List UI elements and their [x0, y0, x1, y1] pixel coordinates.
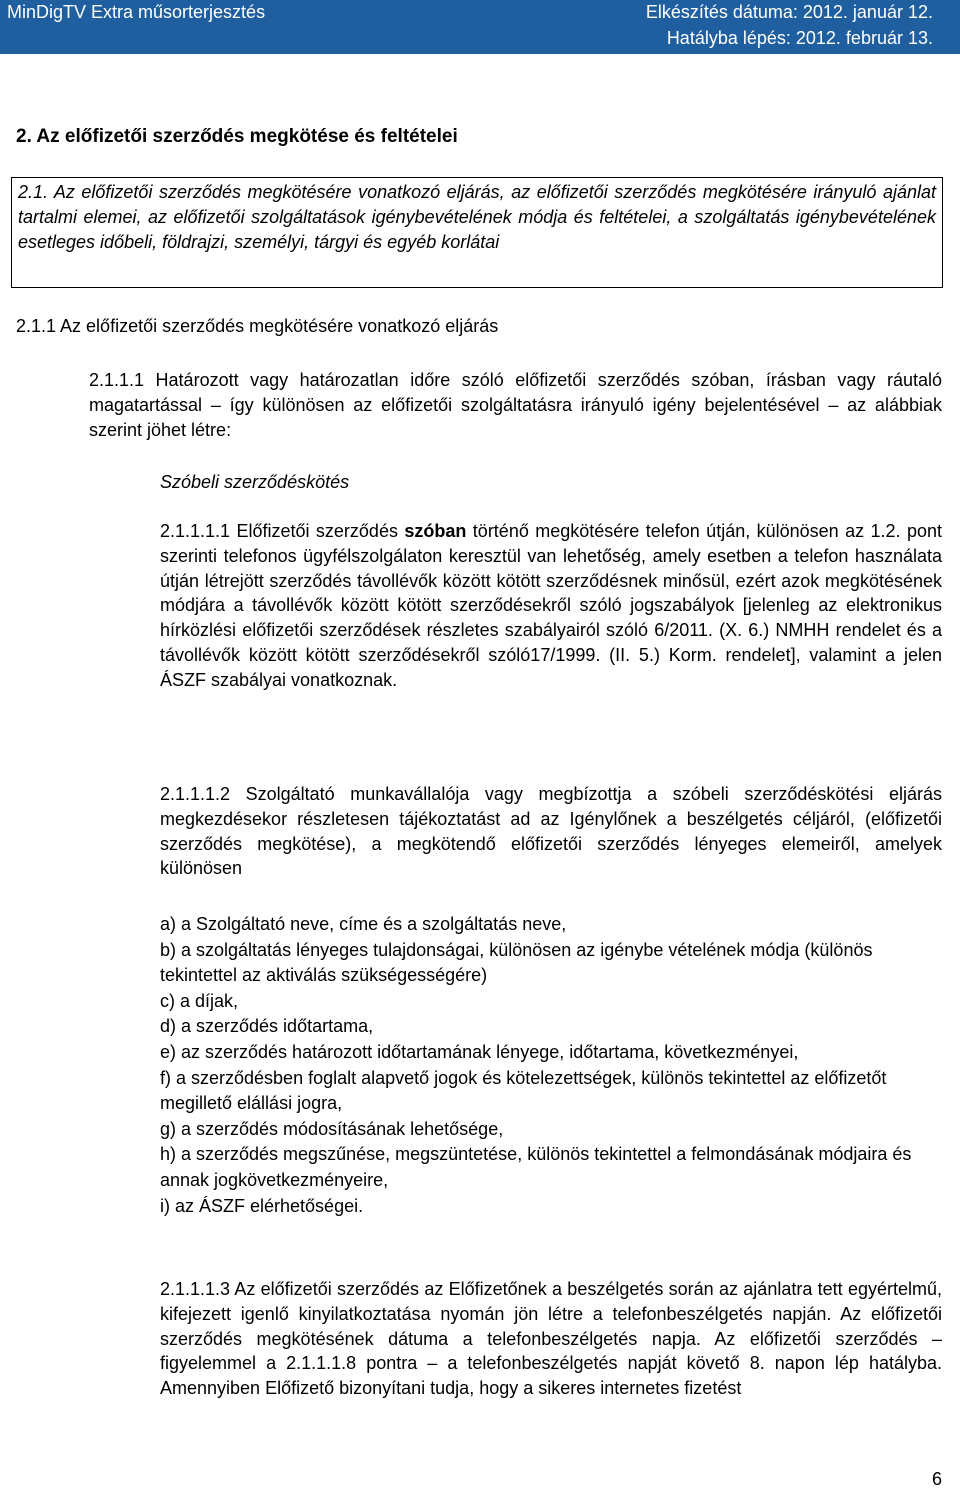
list-item: c) a díjak,: [160, 990, 239, 1011]
paragraph-text: 2.1.1.1.1 Előfizetői szerződés: [160, 521, 405, 541]
header-title: MinDigTV Extra műsorterjesztés: [7, 2, 266, 22]
paragraph-text: történő megkötésére telefon útján, különösen az 1.2. pont szerinti telefonos ügyfélszolgálaton keresztül van lehetőség, amely esetben a telefon használata útján létrejött szerződés távollévők között kötött szerződésnek minősül, ezért azok megkötésének módjára a távollévők között kötött szerződésekről szóló jogszabályok [jelenleg az elektronikus hírközlési előfizetői szerződések részletes szabályairól szóló 6/2011. (X. 6.) NMHH rendelet és a távollévők között kötött szerződésekről szóló17/1999. (II. 5.) Korm. rendelet], valamint a jelen ÁSZF szabályai vonatkoznak.: [160, 521, 942, 690]
italic-heading: Szóbeli szerződéskötés: [160, 472, 350, 492]
header-created-date: Elkészítés dátuma: 2012. január 12.: [645, 2, 933, 22]
list-item: d) a szerződés időtartama,: [160, 1016, 374, 1037]
list-item: i) az ÁSZF elérhetőségei.: [160, 1195, 364, 1216]
contract-elements-list: [160, 912, 942, 1219]
bold-word: szóban: [404, 521, 467, 541]
paragraph-2-1-1-1-1: [160, 519, 942, 693]
paragraph-2-1-1-1: 2.1.1.1 Határozott vagy határozatlan időre szóló előfizetői szerződés szóban, írásban vagy ráutaló magatartással – így különösen az előfizetői szolgáltatásra irányuló igény bejelentésével – az alábbiak szerint jöhet létre:: [89, 370, 942, 440]
list-item: h) a szerződés megszűnése, megszüntetése, különös tekintettel a felmondásának módjaira és annak jogkövetkezményeire,: [160, 1144, 912, 1190]
boxed-heading: [11, 177, 943, 288]
list-item: f) a szerződésben foglalt alapvető jogok és kötelezettségek, különös tekintettel az előfizetőt megillető elállási jogra,: [160, 1067, 887, 1114]
subsection-title: 2.1.1 Az előfizetői szerződés megkötésére vonatkozó eljárás: [16, 316, 499, 336]
list-item: e) az szerződés határozott időtartamának lényege, időtartama, következményei,: [160, 1041, 799, 1062]
list-item: a) a Szolgáltató neve, címe és a szolgáltatás neve,: [160, 914, 567, 934]
page-number: 6: [931, 1469, 942, 1489]
list-item: b) a szolgáltatás lényeges tulajdonságai, különösen az igénybe vételének módja (különös tekintettel az aktiválás szükségességére): [160, 939, 873, 986]
header-effective-date: Hatályba lépés: 2012. február 13.: [666, 28, 933, 48]
section-title: 2. Az előfizetői szerződés megkötése és feltételei: [16, 126, 458, 147]
paragraph-2-1-1-1-2: 2.1.1.1.2 Szolgáltató munkavállalója vagy megbízottja a szóbeli szerződéskötési eljárás megkezdésekor részletesen tájékoztatást ad az Igénylőnek a beszélgetés céljáról, (előfizetői szerződés megkötése), a megkötendő előfizetői szerződés lényeges elemeiről, amelyek különösen: [160, 784, 942, 879]
paragraph-2-1-1-1-3: 2.1.1.1.3 Az előfizetői szerződés az Előfizetőnek a beszélgetés során az ajánlatra tett egyértelmű, kifejezett igenlő kinyilatkoztatása nyomán jön létre a telefonbeszélgetés napján. Az előfizetői szerződés megkötésének dátuma a telefonbeszélgetés napja. Az előfizetői szerződés – figyelemmel a 2.1.1.1.8 pontra – a telefonbeszélgetés napját követő 8. napon lép hatályba. Amennyiben Előfizető bizonyítani tudja, hogy a sikeres internetes fizetést: [160, 1279, 942, 1399]
document-header: [0, 0, 960, 54]
list-item: g) a szerződés módosításának lehetősége,: [160, 1118, 504, 1139]
boxed-heading-text: 2.1. Az előfizetői szerződés megkötésére vonatkozó eljárás, az előfizetői szerződés megkötésére irányuló ajánlat tartalmi elemei, az előfizetői szolgáltatások igénybevételének módja és feltételei, a szolgáltatás igénybevételének esetleges időbeli, földrajzi, személyi, tárgyi és egyéb korlátai: [18, 182, 936, 252]
